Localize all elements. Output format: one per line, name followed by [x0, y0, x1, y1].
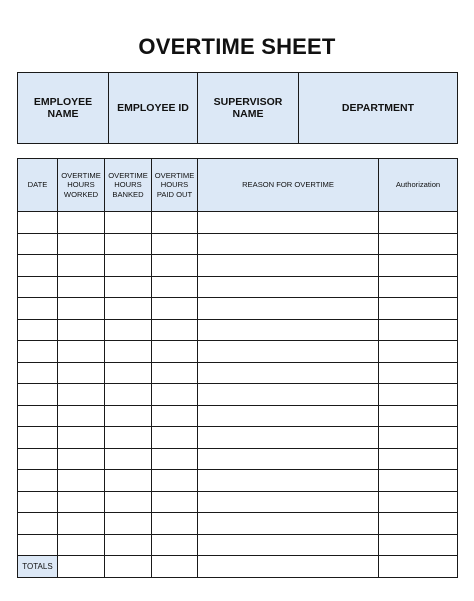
totals-label: TOTALS [18, 556, 58, 578]
hours-worked-cell[interactable] [58, 233, 105, 255]
date-cell[interactable] [18, 276, 58, 298]
date-cell[interactable] [18, 298, 58, 320]
hours-banked-cell[interactable] [105, 276, 152, 298]
hours-paid-out-cell[interactable] [152, 491, 198, 513]
employee-name-field[interactable]: EMPLOYEE NAME [18, 73, 109, 144]
totals-reason-cell[interactable] [198, 556, 379, 578]
hours-worked-cell[interactable] [58, 384, 105, 406]
authorization-cell[interactable] [379, 255, 458, 277]
authorization-cell[interactable] [379, 362, 458, 384]
hours-banked-cell[interactable] [105, 212, 152, 234]
date-cell[interactable] [18, 362, 58, 384]
hours-banked-cell[interactable] [105, 362, 152, 384]
reason-cell[interactable] [198, 255, 379, 277]
hours-paid-out-cell[interactable] [152, 405, 198, 427]
table-row [18, 427, 458, 449]
hours-banked-cell[interactable] [105, 470, 152, 492]
hours-banked-cell[interactable] [105, 513, 152, 535]
authorization-cell[interactable] [379, 448, 458, 470]
authorization-cell[interactable] [379, 405, 458, 427]
date-cell[interactable] [18, 341, 58, 363]
hours-paid-out-cell[interactable] [152, 319, 198, 341]
hours-worked-cell[interactable] [58, 534, 105, 556]
authorization-cell[interactable] [379, 491, 458, 513]
hours-worked-cell[interactable] [58, 255, 105, 277]
hours-worked-cell[interactable] [58, 448, 105, 470]
authorization-cell[interactable] [379, 212, 458, 234]
table-row [18, 233, 458, 255]
hours-paid-out-header [152, 159, 198, 212]
hours-paid-out-cell[interactable] [152, 384, 198, 406]
hours-banked-line-2: HOURS [114, 180, 142, 190]
authorization-cell[interactable] [379, 534, 458, 556]
reason-cell[interactable] [198, 384, 379, 406]
hours-paid-out-cell[interactable] [152, 233, 198, 255]
date-cell[interactable] [18, 513, 58, 535]
hours-worked-cell[interactable] [58, 470, 105, 492]
hours-banked-header [105, 159, 152, 212]
date-cell[interactable] [18, 212, 58, 234]
hours-paid-out-cell[interactable] [152, 276, 198, 298]
table-row [18, 341, 458, 363]
reason-cell[interactable] [198, 448, 379, 470]
hours-worked-cell[interactable] [58, 491, 105, 513]
totals-hours-banked-cell[interactable] [105, 556, 152, 578]
table-row [18, 384, 458, 406]
hours-worked-cell[interactable] [58, 212, 105, 234]
reason-header: REASON FOR OVERTIME [198, 159, 379, 212]
table-row [18, 448, 458, 470]
log-header-row [18, 159, 458, 212]
date-cell[interactable] [18, 491, 58, 513]
table-row [18, 276, 458, 298]
table-row [18, 470, 458, 492]
hours-worked-cell[interactable] [58, 276, 105, 298]
hours-banked-cell[interactable] [105, 298, 152, 320]
hours-banked-cell[interactable] [105, 491, 152, 513]
reason-cell[interactable] [198, 298, 379, 320]
totals-authorization-cell[interactable] [379, 556, 458, 578]
employee-info-table [17, 72, 458, 144]
table-row [18, 298, 458, 320]
reason-cell[interactable] [198, 319, 379, 341]
hours-paid-out-cell[interactable] [152, 298, 198, 320]
hours-paid-out-line-1: OVERTIME [154, 170, 195, 180]
authorization-cell[interactable] [379, 341, 458, 363]
hours-paid-out-cell[interactable] [152, 212, 198, 234]
table-row [18, 491, 458, 513]
authorization-cell[interactable] [379, 384, 458, 406]
date-cell[interactable] [18, 233, 58, 255]
hours-paid-out-line-3: PAID OUT [156, 189, 193, 199]
table-row [18, 319, 458, 341]
authorization-cell[interactable] [379, 298, 458, 320]
overtime-log-table [17, 158, 458, 578]
hours-paid-out-cell[interactable] [152, 513, 198, 535]
hours-banked-line-3: BANKED [112, 189, 144, 199]
reason-cell[interactable] [198, 212, 379, 234]
table-row [18, 255, 458, 277]
hours-banked-line-1: OVERTIME [108, 170, 148, 180]
table-row [18, 534, 458, 556]
employee-id-field[interactable]: EMPLOYEE ID [109, 73, 198, 144]
hours-paid-out-cell[interactable] [152, 427, 198, 449]
totals-hours-worked-cell[interactable] [58, 556, 105, 578]
date-cell[interactable] [18, 534, 58, 556]
hours-banked-cell[interactable] [105, 534, 152, 556]
hours-worked-line-2: HOURS [67, 180, 95, 190]
totals-row [18, 556, 458, 578]
authorization-cell[interactable] [379, 427, 458, 449]
hours-banked-cell[interactable] [105, 448, 152, 470]
hours-worked-cell[interactable] [58, 319, 105, 341]
supervisor-name-field[interactable]: SUPERVISOR NAME [198, 73, 299, 144]
hours-banked-cell[interactable] [105, 341, 152, 363]
table-row [18, 212, 458, 234]
reason-cell[interactable] [198, 470, 379, 492]
totals-hours-paid-out-cell[interactable] [152, 556, 198, 578]
date-cell[interactable] [18, 405, 58, 427]
hours-worked-cell[interactable] [58, 362, 105, 384]
hours-banked-cell[interactable] [105, 319, 152, 341]
hours-banked-cell[interactable] [105, 255, 152, 277]
date-cell[interactable] [18, 427, 58, 449]
date-header: DATE [18, 159, 58, 212]
date-cell[interactable] [18, 319, 58, 341]
reason-cell[interactable] [198, 341, 379, 363]
authorization-cell[interactable] [379, 470, 458, 492]
hours-worked-line-3: WORKED [63, 189, 99, 199]
reason-cell[interactable] [198, 534, 379, 556]
reason-cell[interactable] [198, 513, 379, 535]
date-cell[interactable] [18, 384, 58, 406]
hours-paid-out-cell[interactable] [152, 534, 198, 556]
hours-worked-cell[interactable] [58, 427, 105, 449]
reason-cell[interactable] [198, 362, 379, 384]
table-row [18, 362, 458, 384]
table-row [18, 513, 458, 535]
authorization-cell[interactable] [379, 319, 458, 341]
department-field[interactable]: DEPARTMENT [299, 73, 458, 144]
date-cell[interactable] [18, 470, 58, 492]
date-cell[interactable] [18, 448, 58, 470]
authorization-cell[interactable] [379, 513, 458, 535]
reason-cell[interactable] [198, 233, 379, 255]
reason-cell[interactable] [198, 276, 379, 298]
hours-worked-cell[interactable] [58, 341, 105, 363]
reason-cell[interactable] [198, 405, 379, 427]
hours-banked-cell[interactable] [105, 427, 152, 449]
hours-worked-cell[interactable] [58, 405, 105, 427]
reason-cell[interactable] [198, 491, 379, 513]
hours-banked-cell[interactable] [105, 233, 152, 255]
hours-banked-cell[interactable] [105, 384, 152, 406]
authorization-cell[interactable] [379, 276, 458, 298]
authorization-cell[interactable] [379, 233, 458, 255]
hours-worked-header [58, 159, 105, 212]
date-cell[interactable] [18, 255, 58, 277]
page-title: OVERTIME SHEET [138, 34, 336, 59]
hours-worked-line-1: OVERTIME [61, 170, 101, 180]
hours-paid-out-cell[interactable] [152, 362, 198, 384]
hours-paid-out-line-2: HOURS [160, 180, 189, 190]
hours-banked-cell[interactable] [105, 405, 152, 427]
table-row [18, 405, 458, 427]
authorization-header: Authorization [379, 159, 458, 212]
hours-paid-out-cell[interactable] [152, 448, 198, 470]
hours-worked-cell[interactable] [58, 513, 105, 535]
log-body [18, 212, 458, 556]
hours-paid-out-cell[interactable] [152, 255, 198, 277]
hours-worked-cell[interactable] [58, 298, 105, 320]
hours-paid-out-cell[interactable] [152, 470, 198, 492]
hours-paid-out-cell[interactable] [152, 341, 198, 363]
reason-cell[interactable] [198, 427, 379, 449]
